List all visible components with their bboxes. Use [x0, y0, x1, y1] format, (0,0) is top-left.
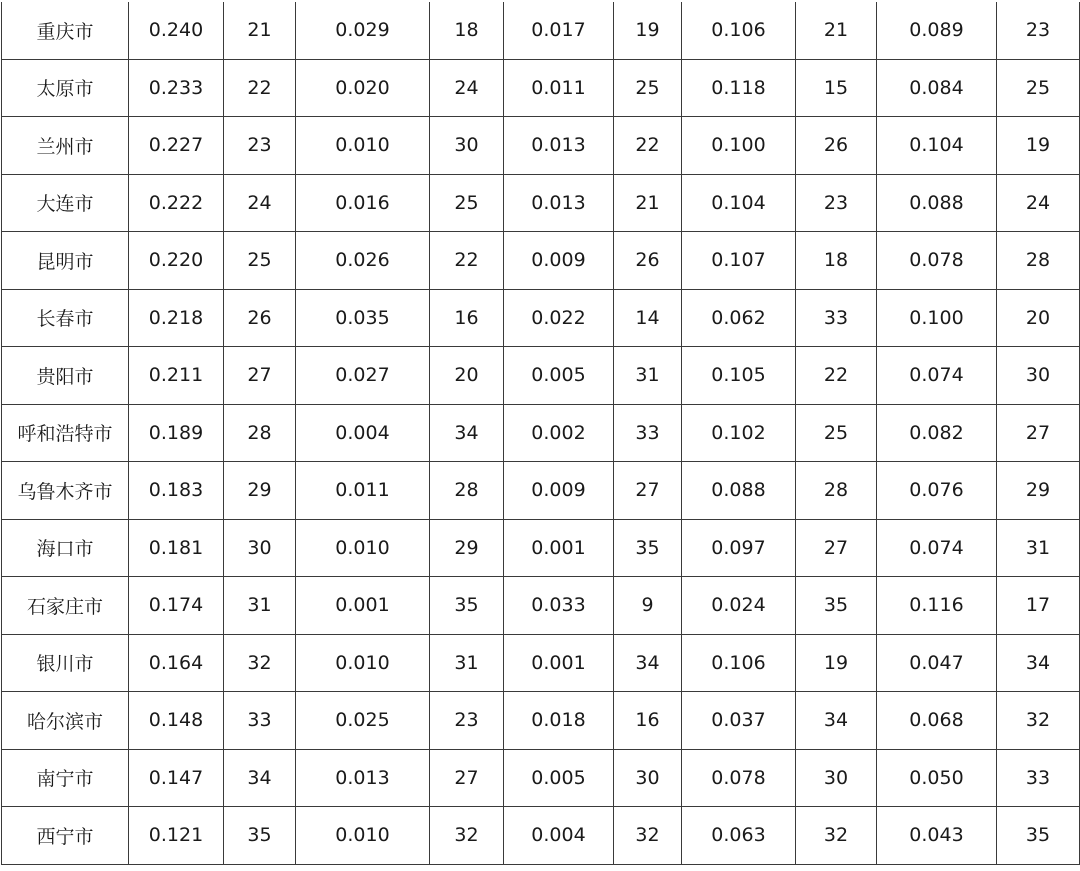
metric-b-rank-cell: 32	[614, 807, 682, 865]
metric-b-rank-cell: 21	[614, 174, 682, 232]
city-name-cell: 呼和浩特市	[2, 404, 129, 462]
overall-score-cell: 0.233	[129, 59, 224, 117]
overall-rank-cell: 34	[224, 749, 296, 807]
metric-b-rank-cell: 19	[614, 2, 682, 59]
metric-d-rank-cell: 17	[997, 577, 1080, 635]
overall-rank-cell: 26	[224, 289, 296, 347]
table-row	[2, 59, 1080, 117]
metric-d-rank-cell: 30	[997, 347, 1080, 405]
metric-b-rank-cell: 14	[614, 289, 682, 347]
metric-b-score-cell: 0.002	[504, 404, 614, 462]
metric-b-score-cell: 0.013	[504, 174, 614, 232]
metric-a-score-cell: 0.001	[296, 577, 430, 635]
city-name-cell: 银川市	[2, 634, 129, 692]
metric-c-rank-cell: 15	[796, 59, 877, 117]
metric-d-score-cell: 0.100	[877, 289, 997, 347]
metric-a-score-cell: 0.026	[296, 232, 430, 290]
metric-b-rank-cell: 22	[614, 117, 682, 175]
metric-b-rank-cell: 34	[614, 634, 682, 692]
overall-rank-cell: 29	[224, 462, 296, 520]
table-row	[2, 692, 1080, 750]
overall-score-cell: 0.220	[129, 232, 224, 290]
metric-a-rank-cell: 25	[430, 174, 504, 232]
table-row	[2, 807, 1080, 865]
city-name-cell: 南宁市	[2, 749, 129, 807]
metric-c-score-cell: 0.078	[682, 749, 796, 807]
metric-d-score-cell: 0.074	[877, 347, 997, 405]
metric-b-score-cell: 0.033	[504, 577, 614, 635]
metric-d-rank-cell: 23	[997, 2, 1080, 59]
metric-d-score-cell: 0.043	[877, 807, 997, 865]
table-row	[2, 519, 1080, 577]
metric-a-score-cell: 0.013	[296, 749, 430, 807]
metric-d-rank-cell: 32	[997, 692, 1080, 750]
overall-rank-cell: 24	[224, 174, 296, 232]
city-name-cell: 兰州市	[2, 117, 129, 175]
metric-a-rank-cell: 35	[430, 577, 504, 635]
metric-c-score-cell: 0.104	[682, 174, 796, 232]
metric-b-rank-cell: 9	[614, 577, 682, 635]
metric-a-rank-cell: 16	[430, 289, 504, 347]
overall-rank-cell: 21	[224, 2, 296, 59]
metric-a-rank-cell: 34	[430, 404, 504, 462]
overall-rank-cell: 27	[224, 347, 296, 405]
metric-c-score-cell: 0.100	[682, 117, 796, 175]
overall-score-cell: 0.189	[129, 404, 224, 462]
overall-rank-cell: 28	[224, 404, 296, 462]
city-name-cell: 石家庄市	[2, 577, 129, 635]
table-row	[2, 577, 1080, 635]
metric-b-score-cell: 0.013	[504, 117, 614, 175]
overall-rank-cell: 22	[224, 59, 296, 117]
metric-d-score-cell: 0.089	[877, 2, 997, 59]
metric-c-rank-cell: 21	[796, 2, 877, 59]
metric-a-score-cell: 0.020	[296, 59, 430, 117]
metric-d-rank-cell: 25	[997, 59, 1080, 117]
table-row	[2, 232, 1080, 290]
metric-c-rank-cell: 27	[796, 519, 877, 577]
overall-score-cell: 0.164	[129, 634, 224, 692]
overall-score-cell: 0.240	[129, 2, 224, 59]
metric-d-score-cell: 0.076	[877, 462, 997, 520]
metric-c-rank-cell: 26	[796, 117, 877, 175]
overall-score-cell: 0.121	[129, 807, 224, 865]
metric-b-score-cell: 0.018	[504, 692, 614, 750]
metric-a-score-cell: 0.029	[296, 2, 430, 59]
metric-c-rank-cell: 32	[796, 807, 877, 865]
metric-a-rank-cell: 28	[430, 462, 504, 520]
metric-b-rank-cell: 27	[614, 462, 682, 520]
metric-a-score-cell: 0.010	[296, 117, 430, 175]
overall-score-cell: 0.218	[129, 289, 224, 347]
table-body	[2, 2, 1080, 864]
metric-a-rank-cell: 31	[430, 634, 504, 692]
overall-score-cell: 0.227	[129, 117, 224, 175]
metric-c-score-cell: 0.107	[682, 232, 796, 290]
overall-rank-cell: 33	[224, 692, 296, 750]
metric-d-score-cell: 0.050	[877, 749, 997, 807]
metric-b-rank-cell: 33	[614, 404, 682, 462]
metric-d-score-cell: 0.078	[877, 232, 997, 290]
city-name-cell: 乌鲁木齐市	[2, 462, 129, 520]
city-name-cell: 西宁市	[2, 807, 129, 865]
metric-b-rank-cell: 16	[614, 692, 682, 750]
table-row	[2, 634, 1080, 692]
city-name-cell: 昆明市	[2, 232, 129, 290]
metric-a-rank-cell: 22	[430, 232, 504, 290]
metric-a-rank-cell: 32	[430, 807, 504, 865]
city-name-cell: 太原市	[2, 59, 129, 117]
table-row	[2, 174, 1080, 232]
overall-rank-cell: 30	[224, 519, 296, 577]
metric-d-score-cell: 0.068	[877, 692, 997, 750]
metric-d-rank-cell: 27	[997, 404, 1080, 462]
metric-c-rank-cell: 28	[796, 462, 877, 520]
table-row	[2, 289, 1080, 347]
metric-c-score-cell: 0.088	[682, 462, 796, 520]
metric-c-score-cell: 0.024	[682, 577, 796, 635]
metric-a-score-cell: 0.035	[296, 289, 430, 347]
metric-a-rank-cell: 20	[430, 347, 504, 405]
metric-c-score-cell: 0.105	[682, 347, 796, 405]
city-name-cell: 海口市	[2, 519, 129, 577]
overall-score-cell: 0.222	[129, 174, 224, 232]
metric-d-score-cell: 0.104	[877, 117, 997, 175]
city-name-cell: 哈尔滨市	[2, 692, 129, 750]
overall-score-cell: 0.181	[129, 519, 224, 577]
table-row	[2, 117, 1080, 175]
overall-score-cell: 0.148	[129, 692, 224, 750]
metric-d-rank-cell: 33	[997, 749, 1080, 807]
metric-b-score-cell: 0.022	[504, 289, 614, 347]
metric-b-score-cell: 0.005	[504, 347, 614, 405]
overall-rank-cell: 25	[224, 232, 296, 290]
table-row	[2, 749, 1080, 807]
metric-c-rank-cell: 34	[796, 692, 877, 750]
metric-a-score-cell: 0.010	[296, 634, 430, 692]
metric-b-rank-cell: 30	[614, 749, 682, 807]
metric-c-rank-cell: 19	[796, 634, 877, 692]
metric-a-rank-cell: 23	[430, 692, 504, 750]
metric-b-rank-cell: 31	[614, 347, 682, 405]
metric-d-rank-cell: 35	[997, 807, 1080, 865]
table-row	[2, 2, 1080, 59]
metric-d-score-cell: 0.074	[877, 519, 997, 577]
metric-a-rank-cell: 18	[430, 2, 504, 59]
metric-b-score-cell: 0.017	[504, 2, 614, 59]
overall-score-cell: 0.211	[129, 347, 224, 405]
metric-d-score-cell: 0.088	[877, 174, 997, 232]
metric-b-score-cell: 0.011	[504, 59, 614, 117]
metric-a-score-cell: 0.010	[296, 519, 430, 577]
metric-b-rank-cell: 25	[614, 59, 682, 117]
metric-a-rank-cell: 27	[430, 749, 504, 807]
metric-a-score-cell: 0.025	[296, 692, 430, 750]
metric-d-score-cell: 0.082	[877, 404, 997, 462]
metric-d-rank-cell: 28	[997, 232, 1080, 290]
metric-a-score-cell: 0.011	[296, 462, 430, 520]
metric-d-rank-cell: 29	[997, 462, 1080, 520]
metric-a-score-cell: 0.010	[296, 807, 430, 865]
overall-rank-cell: 31	[224, 577, 296, 635]
metric-b-score-cell: 0.009	[504, 462, 614, 520]
metric-c-rank-cell: 23	[796, 174, 877, 232]
city-ranking-table	[1, 2, 1080, 865]
table-row	[2, 347, 1080, 405]
metric-d-rank-cell: 34	[997, 634, 1080, 692]
metric-b-score-cell: 0.001	[504, 634, 614, 692]
overall-rank-cell: 35	[224, 807, 296, 865]
metric-a-rank-cell: 29	[430, 519, 504, 577]
metric-d-score-cell: 0.047	[877, 634, 997, 692]
metric-b-score-cell: 0.005	[504, 749, 614, 807]
metric-c-rank-cell: 33	[796, 289, 877, 347]
metric-d-rank-cell: 19	[997, 117, 1080, 175]
metric-a-score-cell: 0.016	[296, 174, 430, 232]
overall-score-cell: 0.174	[129, 577, 224, 635]
metric-c-score-cell: 0.106	[682, 634, 796, 692]
metric-c-score-cell: 0.097	[682, 519, 796, 577]
metric-a-score-cell: 0.004	[296, 404, 430, 462]
metric-d-score-cell: 0.084	[877, 59, 997, 117]
city-name-cell: 大连市	[2, 174, 129, 232]
metric-c-score-cell: 0.063	[682, 807, 796, 865]
metric-c-rank-cell: 30	[796, 749, 877, 807]
metric-c-score-cell: 0.118	[682, 59, 796, 117]
metric-c-rank-cell: 18	[796, 232, 877, 290]
metric-c-rank-cell: 25	[796, 404, 877, 462]
metric-d-score-cell: 0.116	[877, 577, 997, 635]
metric-a-rank-cell: 24	[430, 59, 504, 117]
metric-a-rank-cell: 30	[430, 117, 504, 175]
metric-b-score-cell: 0.001	[504, 519, 614, 577]
metric-b-rank-cell: 26	[614, 232, 682, 290]
metric-d-rank-cell: 20	[997, 289, 1080, 347]
metric-d-rank-cell: 31	[997, 519, 1080, 577]
overall-score-cell: 0.147	[129, 749, 224, 807]
overall-rank-cell: 32	[224, 634, 296, 692]
metric-c-score-cell: 0.102	[682, 404, 796, 462]
metric-a-score-cell: 0.027	[296, 347, 430, 405]
metric-c-score-cell: 0.037	[682, 692, 796, 750]
metric-b-score-cell: 0.004	[504, 807, 614, 865]
metric-d-rank-cell: 24	[997, 174, 1080, 232]
overall-score-cell: 0.183	[129, 462, 224, 520]
city-name-cell: 长春市	[2, 289, 129, 347]
metric-c-score-cell: 0.106	[682, 2, 796, 59]
overall-rank-cell: 23	[224, 117, 296, 175]
metric-c-score-cell: 0.062	[682, 289, 796, 347]
table-row	[2, 404, 1080, 462]
metric-b-score-cell: 0.009	[504, 232, 614, 290]
city-name-cell: 重庆市	[2, 2, 129, 59]
city-name-cell: 贵阳市	[2, 347, 129, 405]
table-row	[2, 462, 1080, 520]
metric-c-rank-cell: 22	[796, 347, 877, 405]
metric-c-rank-cell: 35	[796, 577, 877, 635]
metric-b-rank-cell: 35	[614, 519, 682, 577]
